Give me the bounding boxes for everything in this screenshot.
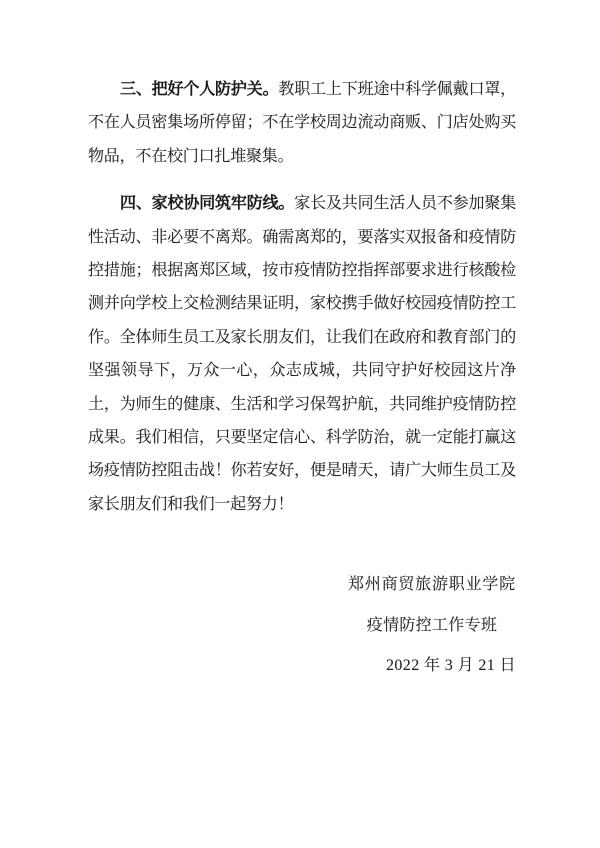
- signature-block: [348, 565, 516, 687]
- document-content: [88, 73, 516, 687]
- paragraph-lead: 三、把好个人防护关。: [120, 81, 279, 98]
- signature-org: 郑州商贸旅游职业学院: [347, 576, 516, 594]
- signature-date: 2022 年 3 月 21 日: [386, 657, 516, 675]
- paragraph-lead: 四、家校协同筑牢防线。: [120, 195, 295, 213]
- paragraph-personal-protection: [88, 73, 516, 173]
- paragraph-home-school-cooperation: [88, 187, 516, 521]
- paragraph-body: 家长及共同生活人员不参加聚集性活动、非必要不离郑。确需离郑的，要落实双报备和疫情防控措施；根据离郑区域，按市疫情防控指挥部要求进行核酸检测并向学校上交检测结果证明，家校携手做好校园疫情防控工作。全体师生员工及家长朋友们，让我们在政府和教育部门的坚强领导下，万众一心，众志成城，共同守护好校园这片净土，为师生的健康、生活和学习保驾护航，共同维护疫情防控成果。我们相信，只要坚定信心、科学防治，就一定能打赢这场疫情防控阻击战！你若安好，便是晴天，请广大师生员工及家长朋友们和我们一起努力！: [88, 195, 516, 513]
- paragraph-body: 教职工上下班途中科学佩戴口罩，不在人员密集场所停留；不在学校周边流动商贩、门店处购买物品，不在校门口扎堆聚集。: [88, 81, 516, 165]
- signature-team: 疫情防控工作专班: [366, 616, 498, 634]
